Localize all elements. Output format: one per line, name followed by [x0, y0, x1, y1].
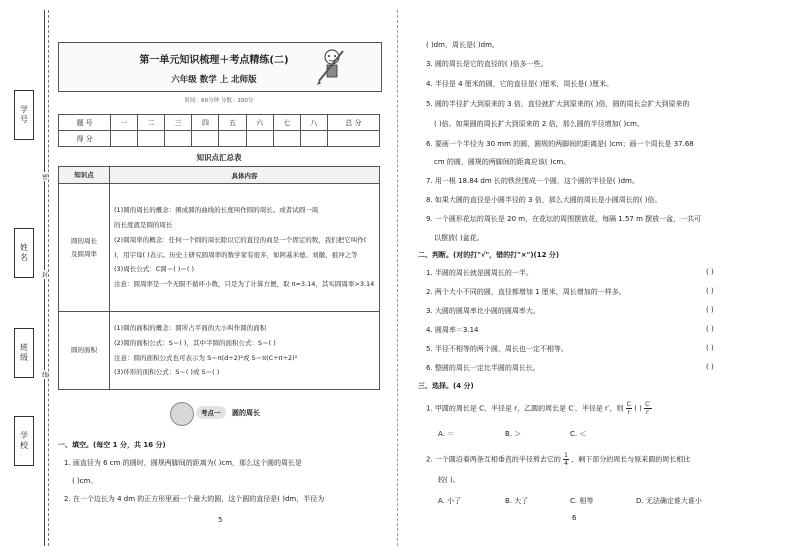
- summary-line: (3)周长公式：C圆＝( )＝( ): [114, 265, 195, 274]
- question-line: 7. 用一根 18.84 dm 长的铁丝围成一个圆，这个圆的半径是( )dm。: [426, 177, 639, 185]
- summary-col-topic: 知识点: [59, 167, 110, 184]
- choice-option[interactable]: A. ＝: [438, 430, 455, 438]
- answer-bracket[interactable]: ( ): [706, 344, 714, 352]
- choice-option[interactable]: D. 无法确定谁大谁小: [636, 497, 702, 505]
- summary-line: 注意：圆的面积公式也可表示为 S＝π(d÷2)²或 S＝π(C÷π÷2)²: [114, 353, 298, 362]
- question-line: 9. 一个圆形花坛的周长是 20 m，在花坛的周围摆放花，每隔 1.57 m 摆放一盆，一共可: [426, 215, 702, 223]
- worksheet-subtitle: 六年级 数学 上 北师版: [171, 75, 257, 85]
- choice-question: 2. 一个圆沿着两条互相垂直的半径剪去它的 $\frac{1}{4}$ ，剩下部分的周长与原来圆的周长相比: [426, 452, 691, 467]
- fraction: $\frac{1}{4}$: [564, 452, 568, 467]
- seal-char: 密: [42, 174, 49, 181]
- pencil-mascot-icon: [317, 47, 347, 85]
- judge-item: 4. 圆周率＝3.14: [426, 326, 479, 334]
- student-id-box: 学号: [14, 90, 34, 140]
- summary-table: [58, 166, 380, 390]
- summary-line: (1)圆的面积的概念：圆所占平面的大小叫作圆的面积: [114, 323, 267, 332]
- judge-item: 3. 大圆的圆周率比小圆的圆周率大。: [426, 307, 540, 315]
- time-score-info: 时间：60分钟 分数：100分: [184, 98, 254, 104]
- score-cell[interactable]: [327, 131, 379, 147]
- question-line: ( )dm，周长是( )dm。: [426, 41, 499, 49]
- summary-line: (1)圆的周长的概念：围成圆的曲线的长度叫作圆的周长。或者试圆一周: [114, 206, 319, 215]
- section-choice: 三、选择。(4 分): [418, 382, 474, 390]
- summary-content-cell: [110, 312, 380, 390]
- mascot-face-icon: [170, 402, 194, 426]
- answer-bracket[interactable]: ( ): [706, 325, 714, 333]
- score-cell[interactable]: [300, 131, 327, 147]
- summary-line: (2)圆的面积公式：S＝( )，其中半圆的面积公式：S＝( ): [114, 338, 276, 347]
- score-header-cell: 题 号: [59, 115, 111, 131]
- score-header-cell: 七: [273, 115, 300, 131]
- question-line: 6. 要画一个半径为 30 mm 的圆，圆规的两脚间的距离是( )cm；画一个周长是 37.68: [426, 140, 694, 148]
- question-line: 以摆放( )盆花。: [434, 234, 484, 242]
- judge-item: 1. 半圆的周长就是圆周长的一半。: [426, 269, 533, 277]
- class-box: 班级: [14, 328, 34, 378]
- topic-name: 圆的周长: [232, 409, 260, 417]
- answer-bracket[interactable]: ( ): [634, 404, 642, 413]
- answer-bracket[interactable]: ( ): [706, 363, 714, 371]
- worksheet-title: 第一单元知识梳理＋考点精练(二): [139, 55, 289, 66]
- question-line: ( )cm。: [72, 477, 98, 485]
- score-cell[interactable]: [138, 131, 165, 147]
- page-divider: [397, 10, 398, 546]
- score-cell[interactable]: [192, 131, 219, 147]
- summary-line: 的长度就是圆的周长: [114, 220, 173, 229]
- choice-option[interactable]: B. 大了: [505, 497, 529, 505]
- score-cell[interactable]: [165, 131, 192, 147]
- question-line: 较( )。: [438, 476, 460, 484]
- summary-line: (2)圆周率的概念：任何一个圆的周长除以它的直径的商是一个固定的数，我们把它叫作( )，用字母( )表示。历史上研究圆周率的数学家有很多，如阿基米德、刘徽、祖冲之等: [114, 235, 367, 259]
- cut-line: [48, 10, 49, 546]
- score-header-cell: 三: [165, 115, 192, 131]
- question-line: 2. 在一个边长为 4 dm 的正方形里画一个最大的圆，这个圆的直径是( )dm，半径为: [64, 495, 325, 503]
- question-line: 4. 半径是 4 厘米的圆，它的直径是( )厘米，周长是( )厘米。: [426, 80, 614, 88]
- school-box: 学校: [14, 416, 34, 466]
- choice-option[interactable]: C. 相等: [570, 497, 594, 505]
- summary-content-cell: [110, 184, 380, 312]
- answer-bracket[interactable]: ( ): [706, 306, 714, 314]
- question-line: 5. 圆的半径扩大到原来的 3 倍，直径就扩大到原来的( )倍，圆的周长会扩大到原来的: [426, 100, 690, 108]
- fraction: $\frac{C}{r}$: [626, 401, 631, 416]
- page-number: 5: [218, 516, 223, 524]
- binding-strip: [8, 70, 38, 470]
- score-header-cell: 一: [111, 115, 138, 131]
- question-line: 3. 圆的周长是它的直径的( )倍多一些。: [426, 60, 548, 68]
- score-header-cell: 五: [219, 115, 246, 131]
- score-row-label: 得 分: [59, 131, 111, 147]
- summary-line: (3)环形的面积公式：S＝( )或 S＝( ): [114, 368, 220, 377]
- section-fill-blank: 一、填空。(每空 1 分，共 16 分): [58, 441, 166, 449]
- judge-item: 5. 半径不相等的两个圆，周长也一定不相等。: [426, 345, 568, 353]
- judge-item: 6. 整圆的周长一定比半圆的周长长。: [426, 364, 540, 372]
- choice-option[interactable]: C. ＜: [570, 430, 587, 438]
- question-line: ( )倍。如果圆的周长扩大到原来的 2 倍，那么圆的半径增加( )cm。: [434, 120, 644, 128]
- score-header-cell: 二: [138, 115, 165, 131]
- summary-line: 注意：圆周率是一个无限不循环小数，只是为了计算方便，取 π≈3.14，其实圆周率>3.14: [114, 280, 375, 289]
- summary-col-content: 具体内容: [110, 167, 380, 184]
- choice-option[interactable]: A. 小了: [438, 497, 462, 505]
- score-header-cell: 八: [300, 115, 327, 131]
- question-line: 1. 画直径为 6 cm 的圆时，圆规两脚间的距离为( )cm，那么这个圆的周长是: [64, 459, 303, 467]
- summary-title: 知识点汇总表: [196, 153, 242, 162]
- score-header-cell: 六: [246, 115, 273, 131]
- score-table: [58, 114, 380, 147]
- page-number: 6: [572, 514, 577, 522]
- worksheet-header: [58, 42, 382, 92]
- answer-bracket[interactable]: ( ): [706, 287, 714, 295]
- choice-option[interactable]: B. ＞: [505, 430, 522, 438]
- summary-topic-cell: 圆的周长 及圆周率: [59, 184, 110, 312]
- score-cell[interactable]: [246, 131, 273, 147]
- topic-heading: [170, 402, 280, 424]
- name-box: 姓名: [14, 228, 34, 278]
- answer-bracket[interactable]: ( ): [706, 268, 714, 276]
- summary-topic-cell: 圆的面积: [59, 312, 110, 390]
- seal-char: 线: [42, 372, 49, 379]
- section-judge: 二、判断。(对的打"√"，错的打"×")(12 分): [418, 251, 560, 259]
- judge-item: 2. 两个大小不同的圆，直径都增加 1 厘米，周长增加的一样多。: [426, 288, 626, 296]
- score-cell[interactable]: [273, 131, 300, 147]
- topic-badge: 考点一: [196, 406, 226, 419]
- score-cell[interactable]: [111, 131, 138, 147]
- question-line: 8. 如果大圆的直径是小圆半径的 3 倍，那么大圆的周长是小圆周长的( )倍。: [426, 196, 662, 204]
- score-cell[interactable]: [219, 131, 246, 147]
- seal-char: 封: [42, 272, 49, 279]
- score-header-cell: 总 分: [327, 115, 379, 131]
- question-line: cm 的圆，圆规的两脚间的距离应该( )cm。: [434, 158, 571, 166]
- fraction: $\frac{C'}{r'}$: [645, 401, 651, 416]
- score-header-cell: 四: [192, 115, 219, 131]
- choice-question: 1. 甲圆的周长是 C，半径是 r，乙圆的周长是 C′，半径是 r′，则 $\frac{C}{r}$ ( ) $\frac{C'}{r'}$: [426, 401, 651, 416]
